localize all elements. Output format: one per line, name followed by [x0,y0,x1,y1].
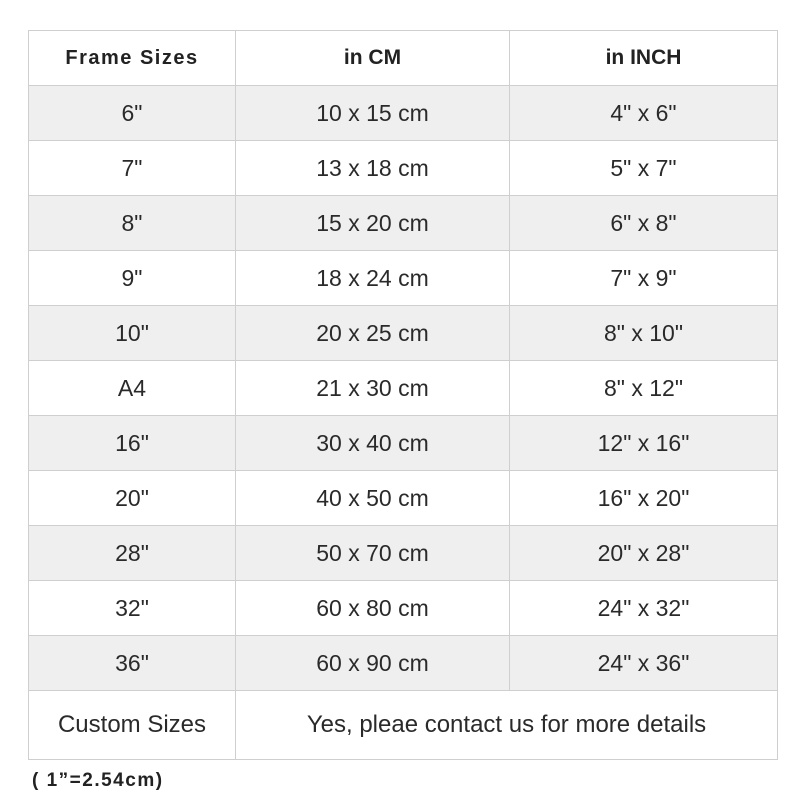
frame-size-cell: 32" [29,581,236,636]
table-row [29,416,778,471]
frame-size-cell: 28" [29,526,236,581]
inch-cell: 20" x 28" [510,526,778,581]
cm-cell: 60 x 80 cm [236,581,510,636]
frame-size-cell: 8" [29,196,236,251]
frame-size-cell: 9" [29,251,236,306]
header-in-inch: in INCH [510,31,778,86]
cm-cell: 21 x 30 cm [236,361,510,416]
cm-cell: 18 x 24 cm [236,251,510,306]
cm-cell: 13 x 18 cm [236,141,510,196]
frame-size-table [28,30,778,760]
cm-cell: 10 x 15 cm [236,86,510,141]
custom-sizes-note: Yes, pleae contact us for more details [236,691,778,760]
cm-cell: 40 x 50 cm [236,471,510,526]
custom-sizes-row [29,691,778,760]
table-row [29,251,778,306]
table-header-row [29,31,778,86]
table-row [29,471,778,526]
inch-cell: 24" x 32" [510,581,778,636]
inch-cell: 16" x 20" [510,471,778,526]
inch-cell: 8" x 12" [510,361,778,416]
table-row [29,196,778,251]
frame-size-cell: 6" [29,86,236,141]
frame-size-cell: 16" [29,416,236,471]
table-row [29,86,778,141]
frame-size-cell: 7" [29,141,236,196]
inch-cell: 6" x 8" [510,196,778,251]
table-row [29,526,778,581]
inch-cell: 24" x 36" [510,636,778,691]
inch-cell: 8" x 10" [510,306,778,361]
inch-cell: 5" x 7" [510,141,778,196]
inch-cell: 12" x 16" [510,416,778,471]
frame-size-cell: A4 [29,361,236,416]
inch-cell: 7" x 9" [510,251,778,306]
cm-cell: 30 x 40 cm [236,416,510,471]
cm-cell: 60 x 90 cm [236,636,510,691]
header-frame-sizes: Frame Sizes [29,31,236,86]
table-row [29,141,778,196]
frame-size-cell: 36" [29,636,236,691]
frame-size-cell: 10" [29,306,236,361]
custom-sizes-label: Custom Sizes [29,691,236,760]
cm-cell: 15 x 20 cm [236,196,510,251]
cm-cell: 20 x 25 cm [236,306,510,361]
table-row [29,361,778,416]
cm-cell: 50 x 70 cm [236,526,510,581]
inch-cell: 4" x 6" [510,86,778,141]
table-row [29,306,778,361]
table-row [29,581,778,636]
unit-conversion-footnote: ( 1”=2.54cm) [32,770,164,791]
frame-size-cell: 20" [29,471,236,526]
header-in-cm: in CM [236,31,510,86]
table-row [29,636,778,691]
